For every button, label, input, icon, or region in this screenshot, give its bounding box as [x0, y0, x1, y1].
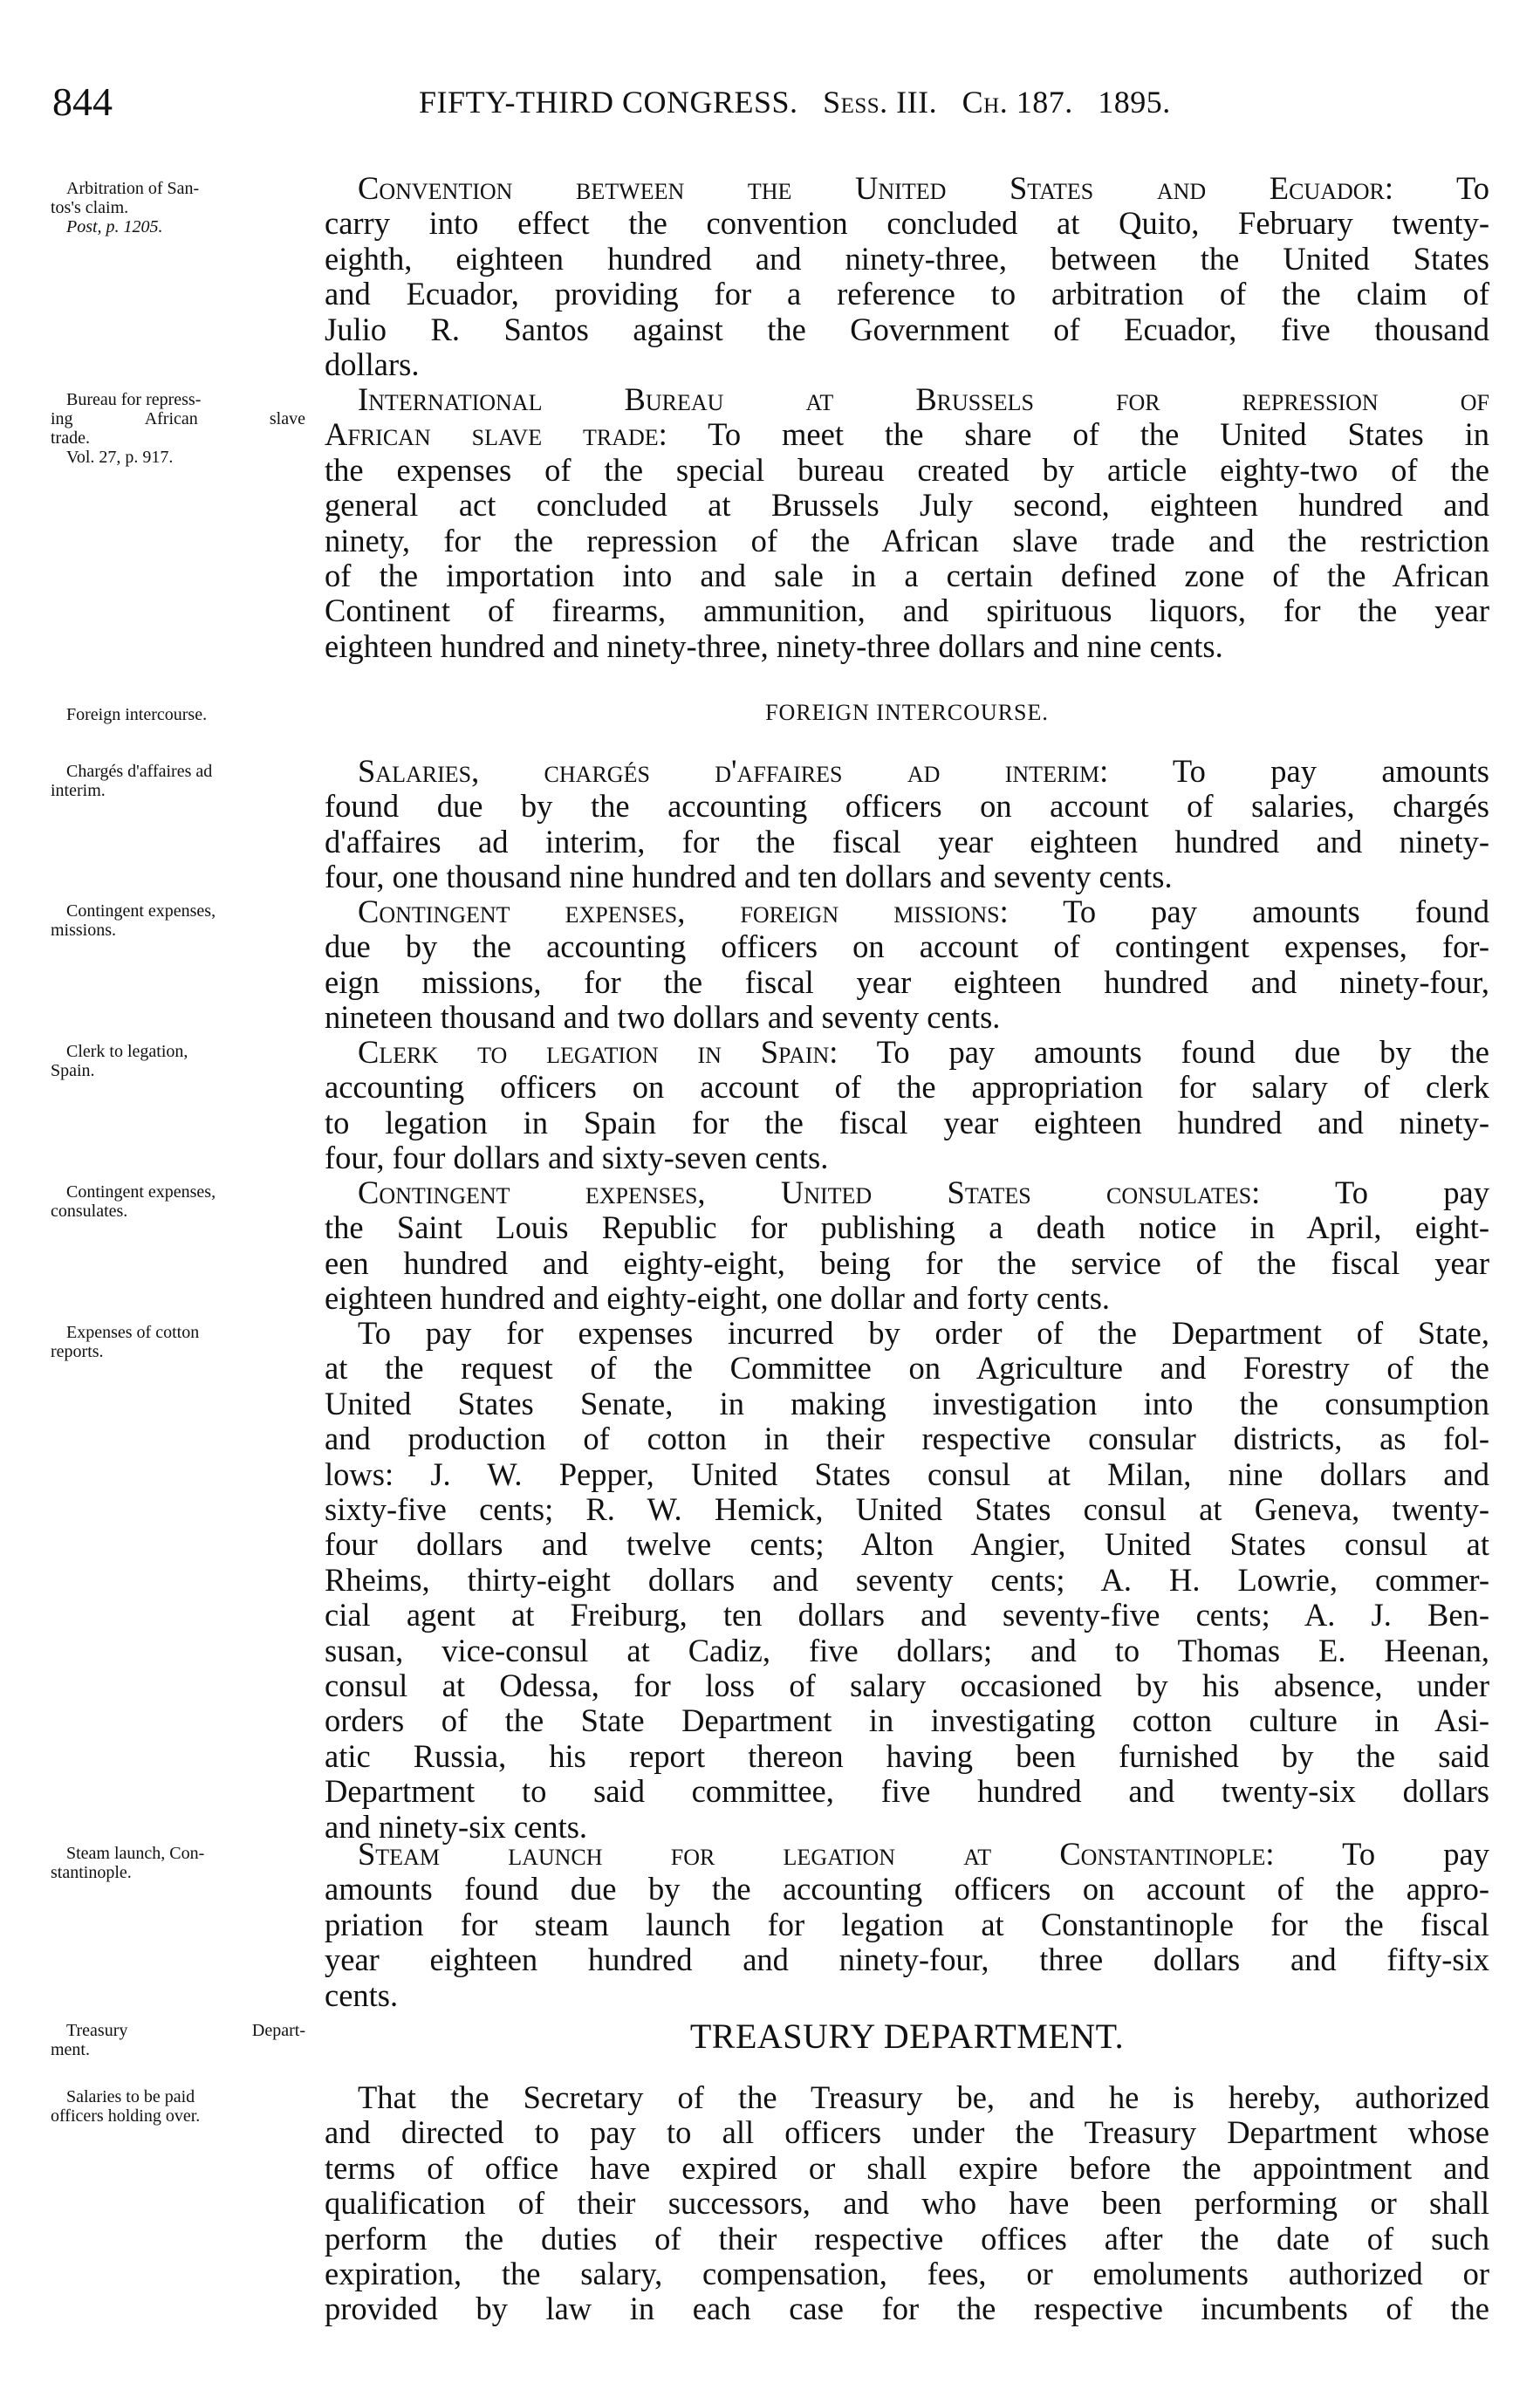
paragraph-line: eighteen hundred and eighty-eight, one dollar and forty cents.: [325, 1280, 1111, 1317]
paragraph-line: eighth, eighteen hundred and ninety-three, between the United States: [325, 240, 1489, 277]
margin-line: stantinople.: [51, 1863, 132, 1882]
paragraph-title: Clerk to legation in Spain:: [358, 1034, 838, 1070]
paragraph-charges: [325, 754, 1489, 895]
margin-line: officers holding over.: [51, 2106, 201, 2126]
margin-line: Arbitration of San-: [66, 179, 200, 198]
paragraph-line: United States Senate, in making investigation into the consumption: [325, 1385, 1489, 1421]
paragraph-line: four dollars and twelve cents; Alton Angier, United States consul at: [325, 1526, 1489, 1563]
running-head: [419, 84, 1171, 120]
margin-note-cotton: [51, 1323, 312, 1361]
paragraph-line: eighteen hundred and ninety-three, ninety-three dollars and nine cents.: [325, 627, 1223, 664]
page-number: 844: [52, 79, 113, 124]
paragraph-line: qualification of their successors, and who have been performing or shall: [325, 2185, 1489, 2222]
paragraph-spain: [325, 1035, 1489, 1176]
paragraph-line: Department to said committee, five hundred and twenty-six dollars: [325, 1773, 1489, 1810]
paragraph-line: provided by law in each case for the respective incumbents of the: [325, 2291, 1489, 2327]
paragraph-title-continued: African slave trade:: [325, 416, 667, 453]
paragraph-line: amounts found due by the accounting officers on account of the appro-: [325, 1871, 1489, 1907]
paragraph-line: eign missions, for the fiscal year eighteen hundred and ninety-four,: [325, 963, 1489, 1000]
margin-note-treasury: [51, 2021, 312, 2059]
paragraph-brussels: [325, 382, 1489, 664]
margin-note-foreign-intercourse: [51, 705, 312, 724]
margin-note-ecuador: [51, 179, 312, 236]
margin-line: trade.: [51, 428, 90, 448]
paragraph-line: Continent of firearms, ammunition, and spirituous liquors, for the year: [325, 592, 1489, 629]
margin-line: [51, 409, 305, 428]
margin-line: Foreign intercourse.: [66, 705, 208, 724]
margin-line: Contingent expenses,: [66, 901, 216, 921]
paragraph-line: cents.: [325, 1976, 399, 2013]
margin-note-spain: [51, 1042, 312, 1080]
paragraph-line: at the request of the Committee on Agriculture and Forestry of the: [325, 1350, 1489, 1387]
paragraph-line: Salaries, chargés d'affaires ad interim: To pay amounts: [358, 753, 1490, 789]
paragraph-line: atic Russia, his report thereon having been furnished by the said: [325, 1737, 1489, 1774]
paragraph-consulates: [325, 1175, 1489, 1317]
running-head-year: 1895.: [1098, 85, 1171, 120]
margin-line: Chargés d'affaires ad: [66, 762, 213, 781]
margin-line: tos's claim.: [51, 198, 129, 217]
paragraph-line: perform the duties of their respective offices after the date of such: [325, 2220, 1489, 2257]
paragraph-line: Contingent expenses, United States consulates: To pay: [358, 1175, 1489, 1210]
paragraph-line: and Ecuador, providing for a reference to arbitration of the claim of: [325, 276, 1489, 312]
paragraph-line: Convention between the United States and Ecuador: To: [358, 170, 1489, 206]
paragraph-title: International Bureau at Brussels for repression of: [358, 381, 1489, 417]
paragraph-line: of the importation into and sale in a certain defined zone of the African: [325, 558, 1489, 594]
paragraph-line: due by the accounting officers on account of contingent expenses, for-: [325, 928, 1489, 965]
paragraph-line: accounting officers on account of the appropriation for salary of clerk: [325, 1069, 1489, 1106]
paragraph-line: dollars.: [325, 346, 420, 383]
margin-line: Spain.: [51, 1061, 95, 1080]
margin-line: Contingent expenses,: [66, 1182, 216, 1202]
paragraph-line: found due by the accounting officers on account of salaries, chargés: [325, 788, 1489, 825]
paragraph-line: four, four dollars and sixty-seven cents.: [325, 1140, 829, 1176]
paragraph-line: priation for steam launch for legation at Constantinople for the fiscal: [325, 1906, 1489, 1942]
paragraph-line: Steam launch for legation at Constantinople: To pay: [358, 1836, 1490, 1872]
paragraph-line: That the Secretary of the Treasury be, and he is hereby, authorized: [358, 2079, 1489, 2115]
margin-line: missions.: [51, 921, 117, 940]
margin-line: Clerk to legation,: [66, 1042, 188, 1061]
paragraph-line: een hundred and eighty-eight, being for the service of the fiscal year: [325, 1244, 1489, 1281]
margin-line: Steam launch, Con-: [66, 1844, 205, 1863]
margin-note-missions: [51, 901, 312, 940]
paragraph-line: general act concluded at Brussels July second, eighteen hundred and: [325, 487, 1489, 524]
paragraph-line: nineteen thousand and two dollars and seventy cents.: [325, 999, 1001, 1036]
paragraph-line: year eighteen hundred and ninety-four, three dollars and fifty-six: [325, 1942, 1489, 1978]
paragraph-title: Steam launch for legation at Constantinople:: [358, 1836, 1275, 1872]
paragraph-line: Rheims, thirty-eight dollars and seventy cents; A. H. Lowrie, commer-: [325, 1561, 1489, 1598]
paragraph-title: Convention between the United States and Ecuador:: [358, 170, 1394, 206]
margin-word: Treasury: [66, 2021, 128, 2040]
paragraph-line: orders of the State Department in investigating cotton culture in Asi-: [325, 1702, 1489, 1739]
margin-word: Depart-: [251, 2021, 305, 2040]
paragraph-line: lows: J. W. Pepper, United States consul at Milan, nine dollars and: [325, 1455, 1489, 1492]
paragraph-steam-launch: [325, 1837, 1489, 2013]
paragraph-line: ninety, for the repression of the African slave trade and the restriction: [325, 522, 1489, 558]
paragraph-line: four, one thousand nine hundred and ten dollars and seventy cents.: [325, 859, 1173, 895]
paragraph-line: and ninety-six cents.: [325, 1808, 588, 1845]
paragraph-line: the expenses of the special bureau created by article eighty-two of the: [325, 451, 1489, 488]
paragraph-holding-over: [325, 2080, 1489, 2327]
margin-cross-reference: Post, p. 1205.: [66, 217, 163, 236]
margin-line: reports.: [51, 1342, 104, 1361]
paragraph-line: sixty-five cents; R. W. Hemick, United States consul at Geneva, twenty-: [325, 1491, 1489, 1528]
margin-cross-reference: Vol. 27, p. 917.: [66, 448, 174, 467]
section-heading-treasury-department: TREASURY DEPARTMENT.: [689, 2017, 1125, 2056]
paragraph-line: Clerk to legation in Spain: To pay amounts found due by the: [358, 1034, 1489, 1070]
paragraph-title: Contingent expenses, foreign missions:: [358, 894, 1009, 929]
section-heading-foreign-intercourse: FOREIGN INTERCOURSE.: [765, 700, 1049, 725]
margin-note-holding-over: [51, 2087, 312, 2126]
paragraph-line: African slave trade: To meet the share of the United States in: [325, 416, 1490, 453]
margin-line: [51, 2021, 305, 2040]
margin-line: consulates.: [51, 1202, 128, 1221]
margin-note-steam-launch: [51, 1844, 312, 1882]
paragraph-line: the Saint Louis Republic for publishing a death notice in April, eight-: [325, 1209, 1489, 1246]
margin-word: slave: [269, 409, 305, 428]
paragraph-line: terms of office have expired or shall expire before the appointment and: [325, 2149, 1489, 2186]
paragraph-line: expiration, the salary, compensation, fees, or emoluments authorized or: [325, 2256, 1489, 2292]
margin-note-consulates: [51, 1182, 312, 1221]
margin-line: ment.: [51, 2040, 90, 2059]
paragraph-missions: [325, 894, 1489, 1036]
margin-line: interim.: [51, 781, 106, 800]
paragraph-cotton: [325, 1316, 1489, 1845]
margin-note-brussels: [51, 390, 312, 467]
paragraph-line: and directed to pay to all officers under the Treasury Department whose: [325, 2114, 1489, 2151]
paragraph-line: cial agent at Freiburg, ten dollars and seventy-five cents; A. J. Ben-: [325, 1597, 1489, 1633]
paragraph-line: susan, vice-consul at Cadiz, five dollars; and to Thomas E. Heenan,: [325, 1632, 1489, 1668]
paragraph-ecuador: [325, 171, 1489, 382]
running-head-session: Sess. III.: [823, 85, 938, 120]
page-header: [52, 79, 1492, 131]
running-head-chapter: Ch. 187.: [962, 85, 1073, 120]
paragraph-line: Contingent expenses, foreign missions: To pay amounts found: [358, 894, 1490, 929]
paragraph-line: carry into effect the convention concluded at Quito, February twenty-: [325, 205, 1489, 242]
paragraph-line: to legation in Spain for the fiscal year eighteen hundred and ninety-: [325, 1104, 1489, 1140]
paragraph-line: consul at Odessa, for loss of salary occasioned by his absence, under: [325, 1668, 1489, 1704]
margin-line: Expenses of cotton: [66, 1323, 200, 1342]
paragraph-line: To pay for expenses incurred by order of the Department of State,: [358, 1315, 1489, 1351]
paragraph-title: Salaries, chargés d'affaires ad interim:: [358, 753, 1109, 789]
margin-note-charges: [51, 762, 312, 800]
margin-word: African: [144, 409, 198, 428]
running-head-congress: FIFTY-THIRD CONGRESS.: [419, 85, 798, 120]
margin-line: Salaries to be paid: [66, 2087, 195, 2106]
paragraph-line: and production of cotton in their respective consular districts, as fol-: [325, 1421, 1489, 1457]
margin-line: Bureau for repress-: [66, 390, 202, 409]
paragraph-title: Contingent expenses, United States consulates:: [358, 1175, 1261, 1210]
margin-word: ing: [51, 409, 73, 428]
paragraph-line: d'affaires ad interim, for the fiscal year eighteen hundred and ninety-: [325, 823, 1489, 859]
paragraph-line: Julio R. Santos against the Government of Ecuador, five thousand: [325, 311, 1489, 347]
